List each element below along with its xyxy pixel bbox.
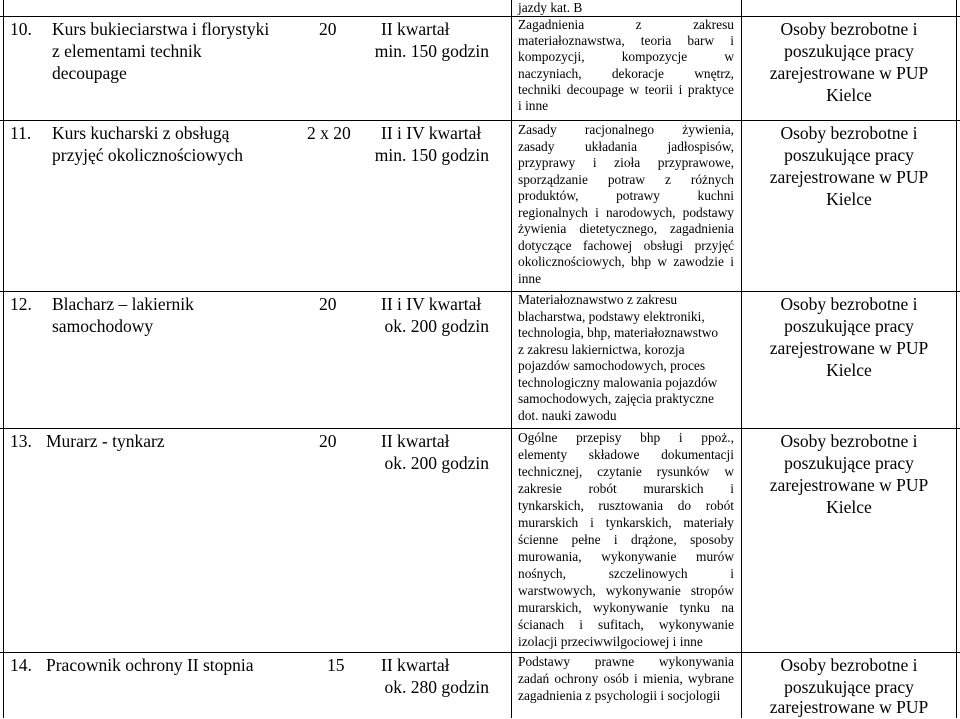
target-group-line: zarejestrowane w PUP bbox=[769, 338, 929, 358]
description-line: nośnych, szczelinowych i bbox=[518, 566, 734, 581]
description-line: warstwowych, wykonywanie stropów bbox=[518, 583, 734, 598]
description-line: sporządzanie potraw z różnych bbox=[518, 172, 734, 187]
description-line: blacharstwa, podstawy elektroniki, bbox=[518, 309, 705, 324]
description-line: pojazdów samochodowych, proces bbox=[518, 358, 706, 373]
description-line: technicznej, czytanie rysunków w bbox=[518, 464, 734, 479]
target-group-line: Osoby bezrobotne i bbox=[780, 294, 918, 314]
description-line: ścianach i sufitach, wykonywanie bbox=[518, 617, 734, 632]
row-divider bbox=[0, 16, 960, 17]
term-line: II kwartał bbox=[381, 431, 450, 451]
description-line: techniki decoupage w teorii i praktyce bbox=[518, 82, 734, 97]
target-group-line: poszukujące pracy bbox=[784, 453, 914, 473]
duration-line: ok. 200 godzin bbox=[384, 453, 489, 473]
target-group-line: Osoby bezrobotne i bbox=[780, 655, 918, 675]
row-divider bbox=[0, 652, 960, 653]
description-line: naczyniach, dekoracje wnętrz, bbox=[518, 66, 734, 81]
description-line: Podstawy prawne wykonywania bbox=[518, 654, 734, 669]
target-group-line: zarejestrowane w PUP bbox=[769, 475, 929, 495]
term-line: II i IV kwartał bbox=[381, 294, 482, 314]
course-name-line: z elementami technik bbox=[52, 41, 202, 61]
target-group-line: Kielce bbox=[826, 497, 872, 517]
description-line: zasady układania jadłospisów, bbox=[518, 139, 734, 154]
target-group-line: zarejestrowane w PUP bbox=[769, 167, 929, 187]
participants-count: 20 bbox=[319, 294, 337, 314]
course-name-line: Murarz - tynkarz bbox=[46, 431, 165, 451]
description-line: i inne bbox=[518, 98, 549, 113]
table-border-right bbox=[956, 0, 957, 718]
row-divider bbox=[0, 291, 960, 292]
course-name-line: Kurs kucharski z obsługą bbox=[52, 123, 230, 143]
course-name-line: samochodowy bbox=[52, 316, 154, 336]
term-line: II kwartał bbox=[381, 655, 450, 675]
target-group-line: Osoby bezrobotne i bbox=[780, 123, 918, 143]
target-group-line: poszukujące pracy bbox=[784, 316, 914, 336]
target-group-line: Kielce bbox=[826, 85, 872, 105]
course-number: 11. bbox=[10, 123, 32, 143]
description-line: Zasady racjonalnego żywienia, bbox=[518, 122, 734, 137]
duration-line: min. 150 godzin bbox=[374, 145, 489, 165]
previous-row-fragment: jazdy kat. B bbox=[518, 0, 583, 15]
duration-line: ok. 200 godzin bbox=[384, 316, 489, 336]
term-line: II kwartał bbox=[381, 19, 450, 39]
participants-count: 20 bbox=[319, 19, 337, 39]
description-line: ścienne pełne i drążone, sposoby bbox=[518, 532, 734, 547]
description-line: Zagadnienia z zakresu bbox=[518, 17, 734, 32]
description-line: zakresie robót murarskich i bbox=[518, 481, 734, 496]
target-group-line: Kielce bbox=[826, 360, 872, 380]
description-line: kompozycji, kompozycje w bbox=[518, 49, 734, 64]
description-line: murowania, wykonywanie murów bbox=[518, 549, 734, 564]
row-divider bbox=[0, 428, 960, 429]
target-group-line: poszukujące pracy bbox=[784, 41, 914, 61]
course-name-line: Pracownik ochrony II stopnia bbox=[46, 655, 254, 675]
description-line: żywienia dietetycznego, zagadnienia bbox=[518, 221, 734, 236]
description-line: inne bbox=[518, 271, 542, 286]
row-divider bbox=[0, 120, 960, 121]
target-group-line: poszukujące pracy bbox=[784, 145, 914, 165]
description-line: technologiczny malowania pojazdów bbox=[518, 375, 718, 390]
participants-count: 2 x 20 bbox=[307, 123, 351, 143]
term-line: II i IV kwartał bbox=[381, 123, 482, 143]
description-line: technologia, bhp, materiałoznawstwo bbox=[518, 325, 719, 340]
description-line: murarskich, wykonywanie tynku na bbox=[518, 600, 734, 615]
course-name-line: decoupage bbox=[52, 63, 127, 83]
course-number: 13. bbox=[10, 431, 32, 451]
description-line: regionalnych i narodowych, podstawy bbox=[518, 205, 734, 220]
duration-line: ok. 280 godzin bbox=[384, 677, 489, 697]
description-line: zadań ochrony osób i mienia, wybrane bbox=[518, 671, 734, 686]
description-line: izolacji przeciwwilgociowej i inne bbox=[518, 634, 703, 649]
description-line: murarskich i tynkarskich, materiały bbox=[518, 515, 734, 530]
description-line: okolicznościowych, bhp w zawodzie i bbox=[518, 254, 734, 269]
column-divider-description bbox=[511, 0, 512, 718]
duration-line: min. 150 godzin bbox=[374, 41, 489, 61]
course-number: 10. bbox=[10, 19, 32, 39]
target-group-line: Kielce bbox=[826, 189, 872, 209]
target-group-line: zarejestrowane w PUP bbox=[769, 697, 929, 717]
description-line: samochodowych, zajęcia praktyczne bbox=[518, 391, 714, 406]
target-group-line: Osoby bezrobotne i bbox=[780, 431, 918, 451]
description-line: Materiałoznawstwo z zakresu bbox=[518, 292, 678, 307]
course-number: 14. bbox=[10, 655, 32, 675]
participants-count: 15 bbox=[327, 655, 345, 675]
table-border-left bbox=[3, 0, 4, 718]
course-name-line: Blacharz – lakiernik bbox=[52, 294, 194, 314]
target-group-line: poszukujące pracy bbox=[784, 677, 914, 697]
description-line: elementy składowe dokumentacji bbox=[518, 447, 734, 462]
description-line: produktów, potrawy kuchni bbox=[518, 188, 734, 203]
participants-count: 20 bbox=[319, 431, 337, 451]
description-line: Ogólne przepisy bhp i ppoż., bbox=[518, 430, 734, 445]
target-group-line: Osoby bezrobotne i bbox=[780, 19, 918, 39]
target-group-line: zarejestrowane w PUP bbox=[769, 63, 929, 83]
description-line: przyprawy i zioła przyprawowe, bbox=[518, 155, 734, 170]
description-line: zagadnienia z psychologii i socjologii bbox=[518, 688, 721, 703]
description-line: dot. nauki zawodu bbox=[518, 408, 617, 423]
course-name-line: Kurs bukieciarstwa i florystyki bbox=[52, 19, 270, 39]
description-line: dotyczące fachowej obsługi przyjęć bbox=[518, 238, 734, 253]
course-name-line: przyjęć okolicznościowych bbox=[52, 145, 243, 165]
description-line: z zakresu lakiernictwa, korozja bbox=[518, 342, 685, 357]
description-line: materiałoznawstwa, teoria barw i bbox=[518, 33, 734, 48]
course-number: 12. bbox=[10, 294, 32, 314]
description-line: tynkarskich, rusztowania do robót bbox=[518, 498, 734, 513]
